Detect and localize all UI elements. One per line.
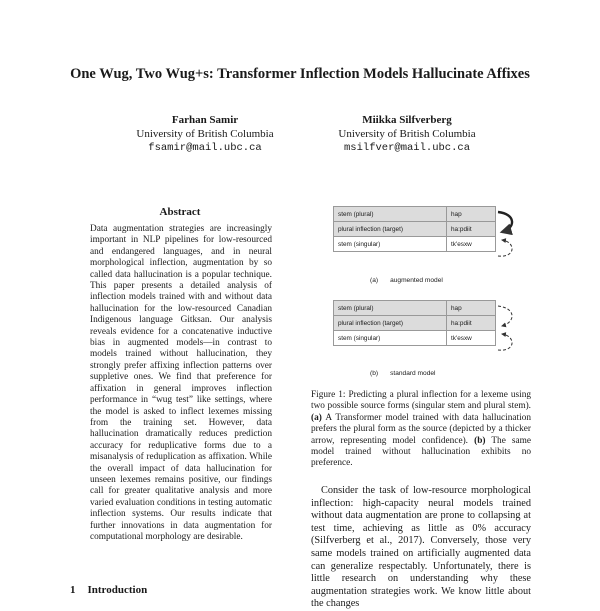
- subfigure-text: standard model: [390, 370, 436, 377]
- author-email: msilfver@mail.ubc.ca: [343, 142, 471, 154]
- abstract-heading: Abstract: [159, 206, 201, 218]
- figure-table-augmented: [333, 206, 496, 252]
- table-row: [334, 207, 496, 222]
- row-value: tk'esxw: [447, 237, 496, 252]
- subfigure-caption-b: [370, 370, 436, 377]
- subfigure-text: augmented model: [390, 277, 443, 284]
- subfigure-caption-a: [370, 277, 443, 284]
- subfigure-letter: (b): [370, 370, 379, 377]
- table-row: [334, 316, 496, 331]
- author-email: fsamir@mail.ubc.ca: [148, 142, 262, 154]
- arrow-singular-to-target-dashed: [498, 334, 512, 350]
- body-paragraph: Consider the task of low-resource morphological inflection: high-capacity neural models trained without data augmentation are prone to collapsing at test time, achieving as little as 0% accuracy (Silfverberg et al., 2017). Conversely, those very same models trained on artificially augmented data can generalize respectably. Unfortunately, there is little research on understanding why these augmentation strategies work. We know little about the changes: [311, 485, 531, 610]
- row-value: ha:pdiit: [447, 316, 496, 331]
- author-name: Miikka Silfverberg: [362, 114, 452, 126]
- arrow-plural-to-target-dashed: [498, 306, 512, 326]
- author-block-2: [312, 113, 502, 155]
- row-label: stem (plural): [334, 301, 447, 316]
- table-row: [334, 237, 496, 252]
- author-affiliation: University of British Columbia: [136, 128, 274, 140]
- row-value: ha:pdiit: [447, 222, 496, 237]
- abstract-text: Data augmentation strategies are increasingly important in NLP pipelines for low-resourced and endangered languages, and in neural morphological inflection, augmentation by so called data hallucination is a popular technique. This paper presents a detailed analysis of inflection models trained with and without data hallucination for the low-resourced Canadian Indigenous language Gitksan. Our analysis reveals evidence for a concatenative inductive bias in augmented models—in contrast to models trained without hallucination, they strongly prefer affixing inflection patterns over suppletive ones. We find that preference for affixation in general improves inflection performance in “wug test” like settings, where the model is asked to inflect lexemes missing from the training set. However, data hallucination dramatically reduces prediction accuracy for reduplicative forms due to a misanalysis of reduplication as affixation. While the overall impact of data hallucination for unseen lexemes remains positive, our findings call for greater qualitative analysis and more varied evaluation conditions in testing automatic inflection systems. Our results indicate that further innovations in data augmentation for computational morphology are desirable.: [90, 224, 272, 542]
- row-value: hap: [447, 207, 496, 222]
- paper-title: One Wug, Two Wug+s: Transformer Inflection Models Hallucinate Affixes: [70, 66, 530, 82]
- author-name: Farhan Samir: [171, 114, 239, 126]
- figure-table-standard: [333, 300, 496, 346]
- row-label: plural inflection (target): [334, 316, 447, 331]
- caption-lead: Figure 1: Predicting a plural inflection for a lexeme using two possible source forms (singular stem and plural stem).: [311, 390, 531, 412]
- row-label: plural inflection (target): [334, 222, 447, 237]
- table-row: [334, 301, 496, 316]
- section-number: 1: [70, 584, 76, 596]
- arrow-plural-to-target-thick: [498, 212, 512, 232]
- caption-text-a: A Transformer model trained with data hallucination prefers the plural form as the source (depicted by a thicker arrow, representing model confidence).: [311, 412, 532, 446]
- table-row: [334, 331, 496, 346]
- caption-text-b: The same model trained without hallucination exhibits no preference.: [311, 435, 532, 469]
- table-row: [334, 222, 496, 237]
- arrow-singular-to-target-dashed: [498, 240, 512, 256]
- row-value: tk'esxw: [447, 331, 496, 346]
- section-title: Introduction: [87, 584, 148, 596]
- row-label: stem (plural): [334, 207, 447, 222]
- section-heading-introduction: [70, 584, 147, 596]
- figure-arrows: [490, 200, 530, 380]
- subfigure-letter: (a): [370, 277, 379, 284]
- row-label: stem (singular): [334, 331, 447, 346]
- author-affiliation: University of British Columbia: [338, 128, 476, 140]
- caption-marker-b: (b): [474, 435, 486, 446]
- row-value: hap: [447, 301, 496, 316]
- caption-marker-a: (a): [311, 412, 322, 423]
- figure-caption: [311, 390, 531, 470]
- row-label: stem (singular): [334, 237, 447, 252]
- author-block-1: [115, 113, 295, 155]
